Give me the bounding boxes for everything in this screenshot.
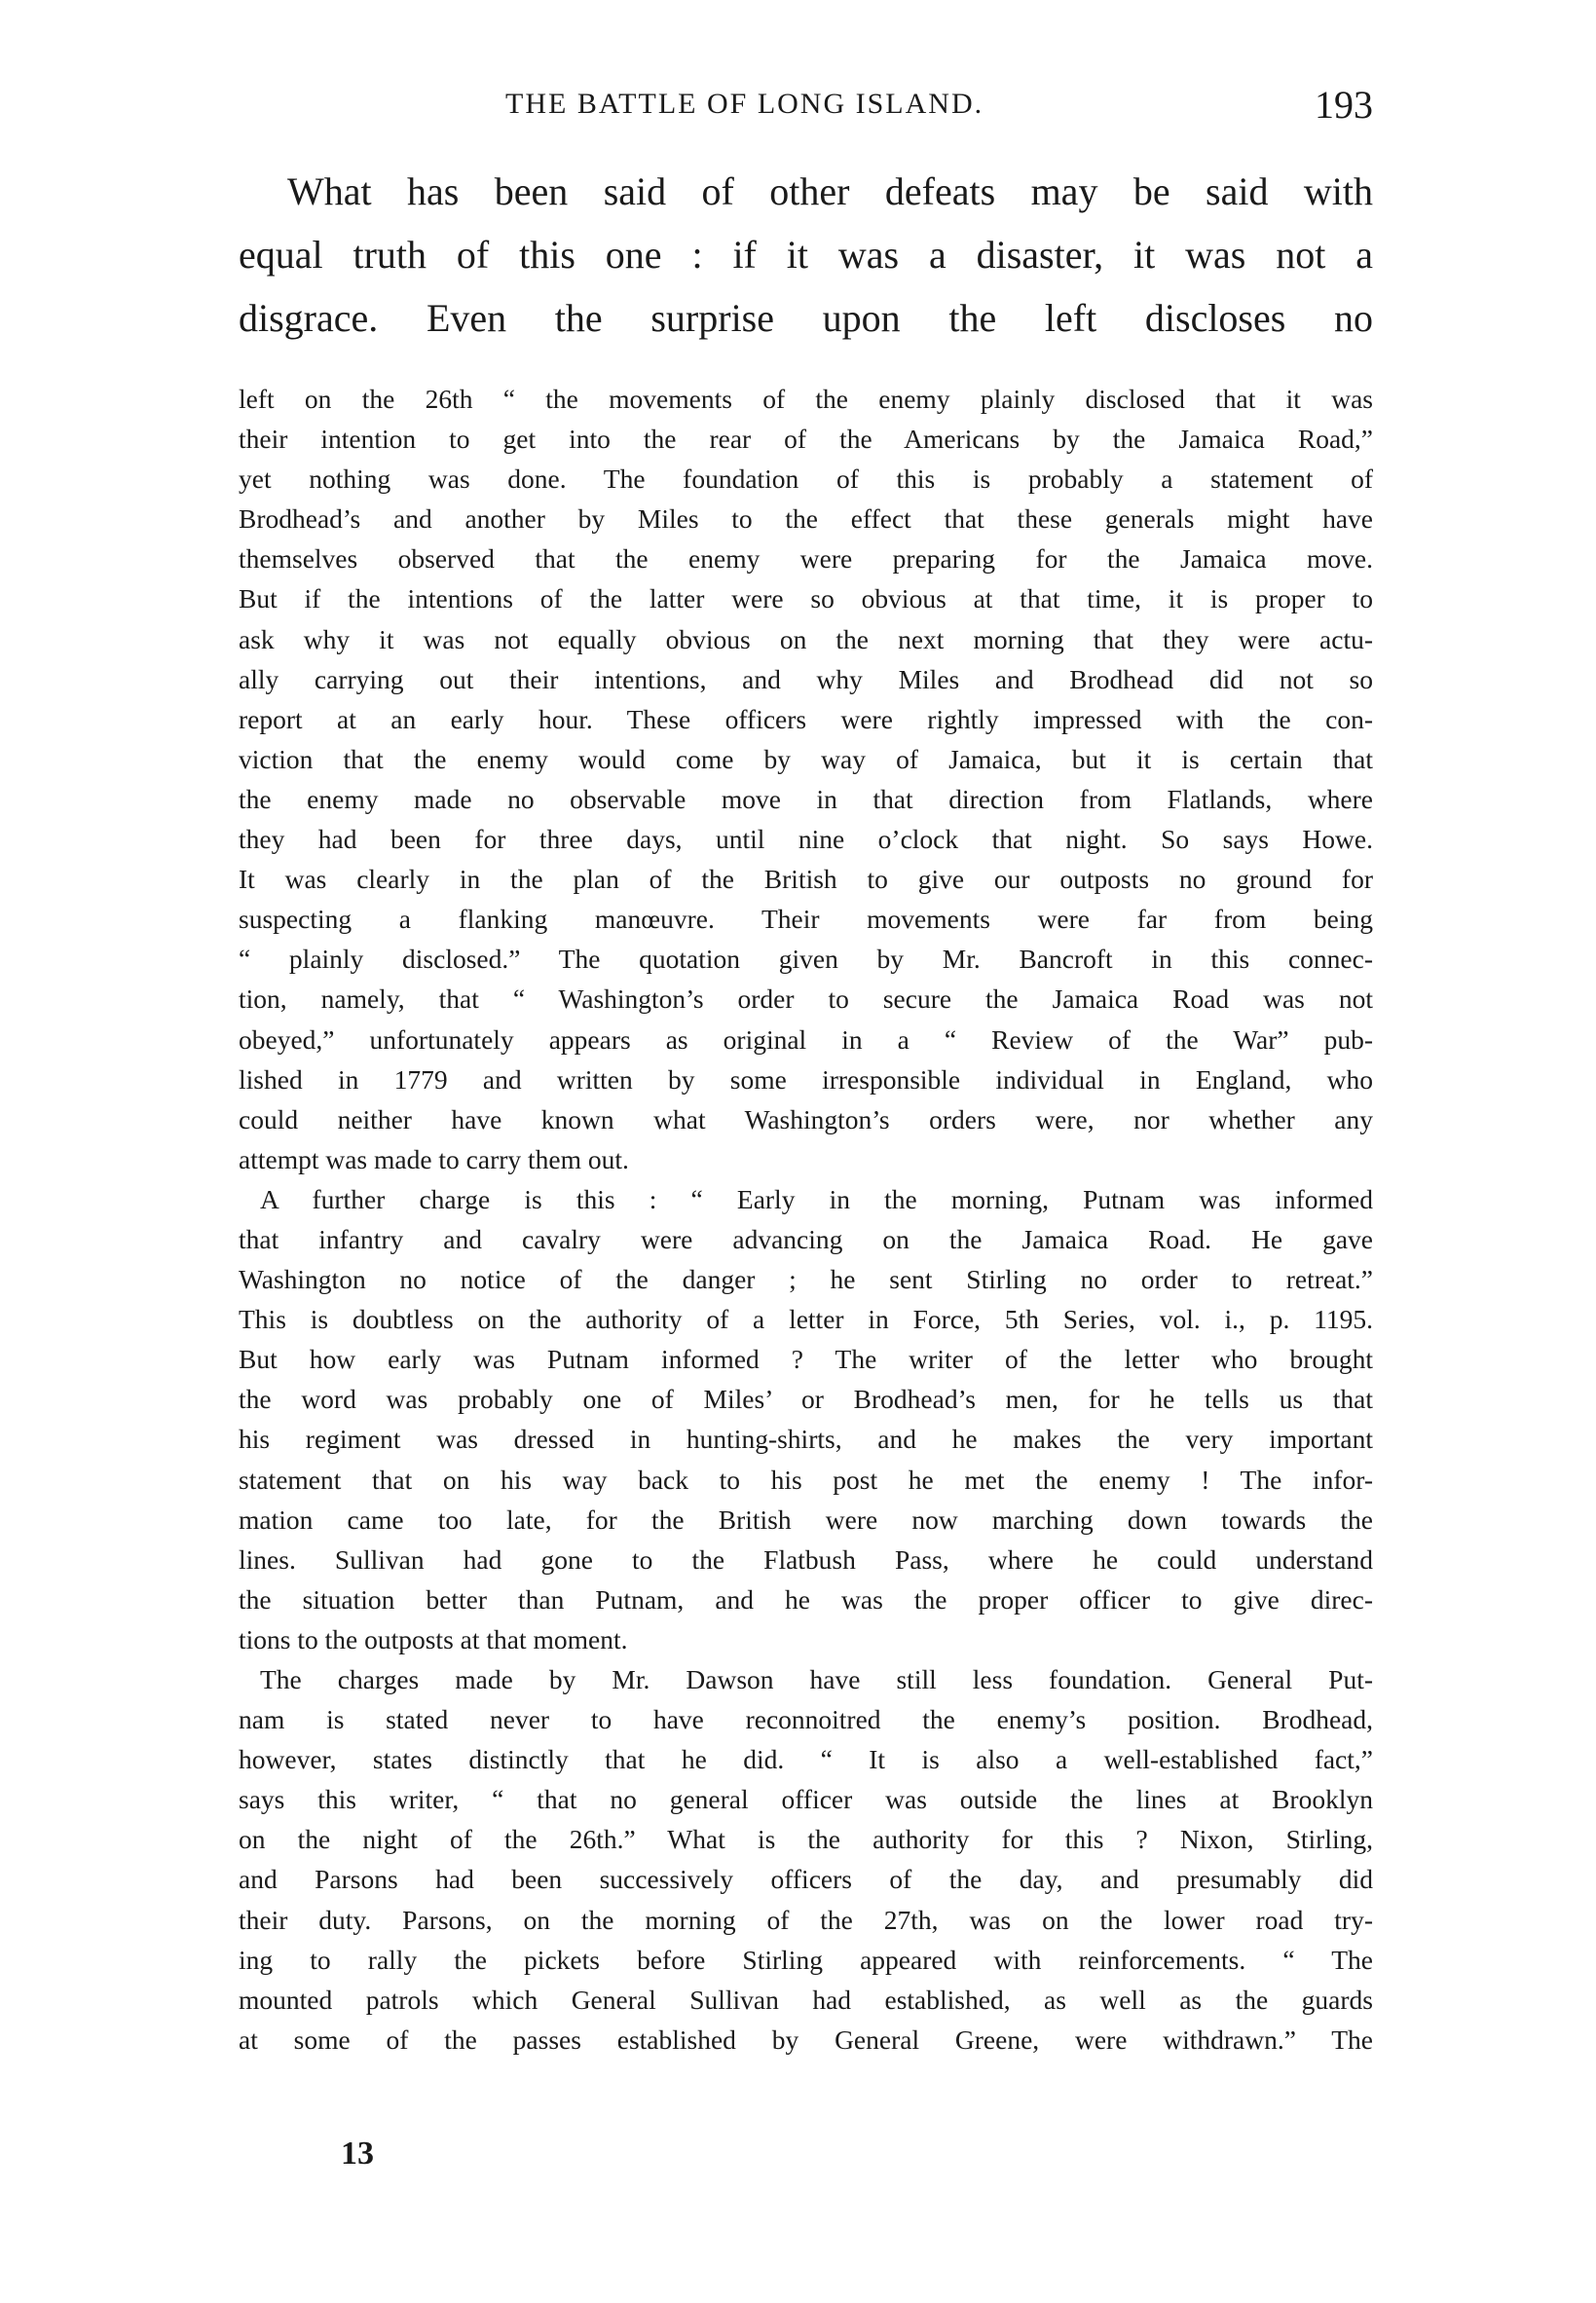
footnote-line: that infantry and cavalry were advancing on the Jamaica Road. He gave bbox=[239, 1223, 1373, 1254]
footnote-line: tions to the outposts at that moment. bbox=[239, 1623, 628, 1654]
footnote-line: nam is stated never to have reconnoitred the enemy’s position. Brodhead, bbox=[239, 1704, 1373, 1735]
footnote-line: attempt was made to carry them out. bbox=[239, 1143, 629, 1174]
footnote-line: mation came too late, for the British were now marching down towards the bbox=[239, 1504, 1373, 1535]
footnote-line: mounted patrols which General Sullivan had established, as well as the guards bbox=[239, 1984, 1373, 2015]
footnote-line: the situation better than Putnam, and he was the proper officer to give direc- bbox=[239, 1583, 1373, 1615]
footnote-line: they had been for three days, until nine o’clock that night. So says Howe. bbox=[239, 824, 1373, 855]
footnote bbox=[239, 379, 1373, 2060]
footnote-line: It was clearly in the plan of the British to give our outposts no ground for bbox=[239, 864, 1373, 895]
footnote-line: themselves observed that the enemy were preparing for the Jamaica move. bbox=[239, 543, 1373, 575]
main-text-line: What has been said of other defeats may be said with bbox=[287, 169, 1373, 213]
footnote-line: ing to rally the pickets before Stirling appeared with reinforcements. “ The bbox=[239, 1944, 1373, 1975]
footnote-line: This is doubtless on the authority of a letter in Force, 5th Series, vol. i., p. 1195. bbox=[239, 1304, 1373, 1335]
footnote-line: says this writer, “ that no general officer was outside the lines at Brooklyn bbox=[239, 1784, 1373, 1815]
footnote-line: ask why it was not equally obvious on the next morning that they were actu- bbox=[239, 623, 1373, 654]
footnote-line: viction that the enemy would come by way of Jamaica, but it is certain that bbox=[239, 743, 1373, 774]
footnote-line: suspecting a flanking manœuvre. Their movements were far from being bbox=[239, 904, 1373, 935]
footnote-paragraph-1 bbox=[239, 379, 1373, 1179]
footnote-line: “ plainly disclosed.” The quotation given by Mr. Bancroft in this connec- bbox=[239, 944, 1373, 975]
main-text-line: disgrace. Even the surprise upon the left discloses no bbox=[239, 296, 1373, 340]
footnote-line: Washington no notice of the danger ; he sent Stirling no order to retreat.” bbox=[239, 1264, 1373, 1295]
footnote-line: yet nothing was done. The foundation of this is probably a statement of bbox=[239, 464, 1373, 495]
footnote-line: The charges made by Mr. Dawson have still less foundation. General Put- bbox=[260, 1664, 1373, 1694]
signature-mark: 13 bbox=[341, 2136, 374, 2172]
footnote-line: lines. Sullivan had gone to the Flatbush Pass, where he could understand bbox=[239, 1543, 1373, 1575]
footnote-line: on the night of the 26th.” What is the authority for this ? Nixon, Stirling, bbox=[239, 1824, 1373, 1855]
footnote-line: obeyed,” unfortunately appears as original in a “ Review of the War” pub- bbox=[239, 1023, 1373, 1055]
footnote-paragraph-2 bbox=[239, 1179, 1373, 1659]
footnote-line: But if the intentions of the latter were so obvious at that time, it is proper to bbox=[239, 583, 1373, 614]
footnote-line: their intention to get into the rear of the Americans by the Jamaica Road,” bbox=[239, 424, 1373, 455]
main-text bbox=[239, 160, 1373, 350]
footnote-line: and Parsons had been successively officers of the day, and presumably did bbox=[239, 1864, 1373, 1895]
footnote-line: their duty. Parsons, on the morning of the 27th, was on the lower road try- bbox=[239, 1904, 1373, 1935]
footnote-line: Brodhead’s and another by Miles to the effect that these generals might have bbox=[239, 503, 1373, 535]
footnote-line: report at an early hour. These officers were rightly impressed with the con- bbox=[239, 703, 1373, 734]
footnote-line: tion, namely, that “ Washington’s order to secure the Jamaica Road was not bbox=[239, 984, 1373, 1015]
footnote-line: ally carrying out their intentions, and why Miles and Brodhead did not so bbox=[239, 663, 1373, 694]
footnote-line: however, states distinctly that he did. “ It is also a well-established fact,” bbox=[239, 1744, 1373, 1775]
footnote-line: A further charge is this : “ Early in the morning, Putnam was informed bbox=[260, 1183, 1373, 1214]
footnote-line: his regiment was dressed in hunting-shirts, and he makes the very important bbox=[239, 1424, 1373, 1455]
footnote-line: lished in 1779 and written by some irresponsible individual in England, who bbox=[239, 1063, 1373, 1095]
footnote-paragraph-3 bbox=[239, 1659, 1373, 2060]
main-text-line: equal truth of this one : if it was a disaster, it was not a bbox=[239, 233, 1373, 277]
footnote-line: at some of the passes established by General Greene, were withdrawn.” The bbox=[239, 2024, 1373, 2055]
footnote-line: statement that on his way back to his post he met the enemy ! The infor- bbox=[239, 1464, 1373, 1495]
page-number: 193 bbox=[1315, 83, 1373, 127]
footnote-line: the enemy made no observable move in that direction from Flatlands, where bbox=[239, 783, 1373, 814]
footnote-line: But how early was Putnam informed ? The writer of the letter who brought bbox=[239, 1344, 1373, 1375]
footnote-line: could neither have known what Washington’s orders were, nor whether any bbox=[239, 1103, 1373, 1134]
footnote-line: the word was probably one of Miles’ or Brodhead’s men, for he tells us that bbox=[239, 1384, 1373, 1415]
running-title: THE BATTLE OF LONG ISLAND. bbox=[505, 88, 984, 120]
footnote-line: left on the 26th “ the movements of the enemy plainly disclosed that it was bbox=[239, 384, 1373, 414]
running-head bbox=[239, 82, 1373, 130]
